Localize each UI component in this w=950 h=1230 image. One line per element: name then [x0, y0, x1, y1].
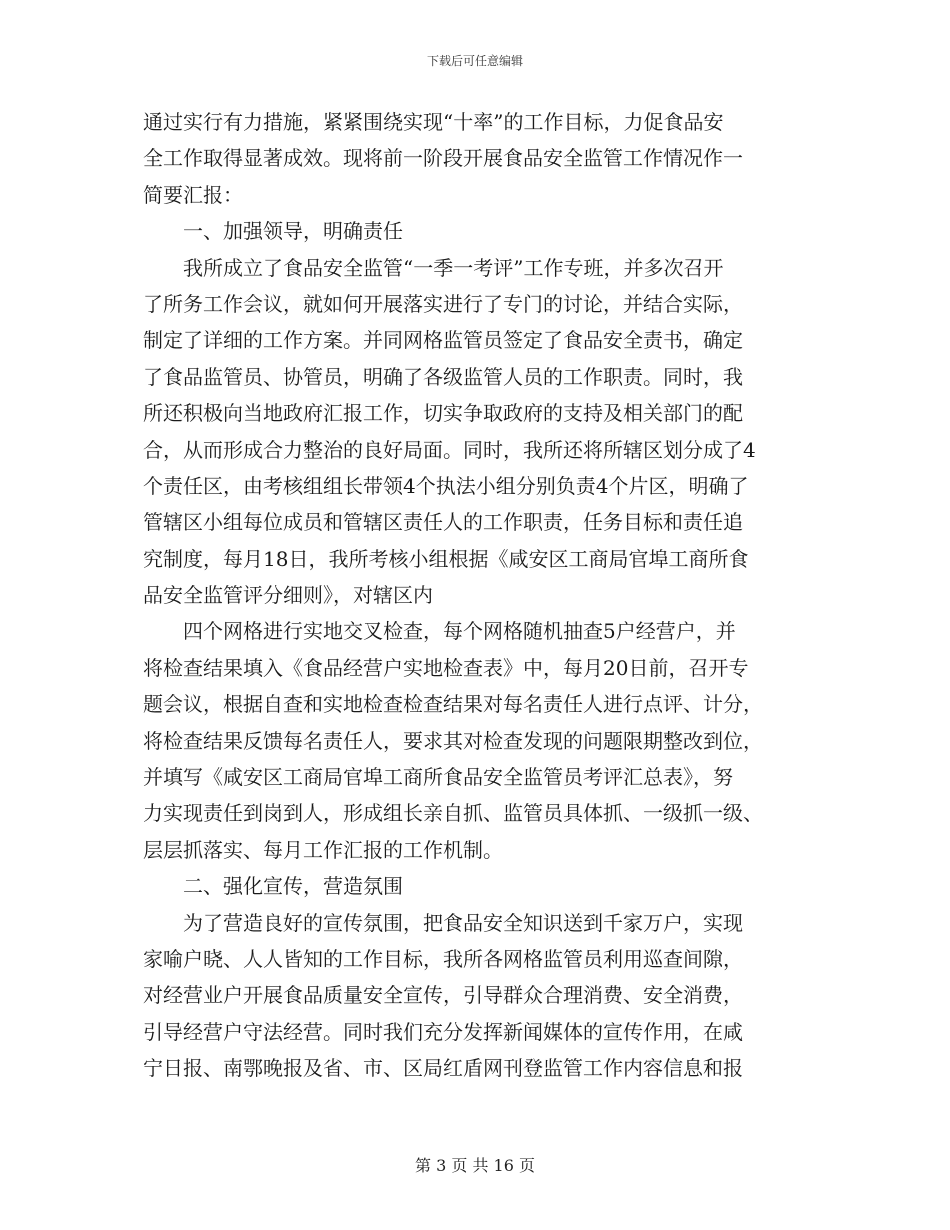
body-line: 个责任区，由考核组组长带领4个执法小组分别负责4个片区，明确了 — [143, 473, 749, 498]
body-line: 所还积极向当地政府汇报工作，切实争取政府的支持及相关部门的配 — [143, 401, 743, 426]
body-line: 将检查结果反馈每名责任人，要求其对检查发现的问题限期整改到位， — [143, 728, 763, 753]
body-line: 并填写《咸安区工商局官埠工商所食品安全监管员考评汇总表》，努 — [143, 765, 733, 790]
body-line: 究制度，每月18日，我所考核小组根据《咸安区工商局官埠工商所食 — [143, 546, 749, 571]
body-line: 引导经营户守法经营。同时我们充分发挥新闻媒体的宣传作用，在咸 — [143, 1019, 743, 1044]
page-header: 下载后可任意编辑 — [426, 54, 523, 68]
body-line: 了食品监管员、协管员，明确了各级监管人员的工作职责。同时，我 — [143, 364, 743, 389]
body-line: 管辖区小组每位成员和管辖区责任人的工作职责，任务目标和责任追 — [143, 510, 743, 535]
body-line: 为了营造良好的宣传氛围，把食品安全知识送到千家万户，实现 — [183, 910, 743, 935]
body-line: 宁日报、南鄂晚报及省、市、区局红盾网刊登监管工作内容信息和报 — [143, 1056, 743, 1081]
body-line: 四个网格进行实地交叉检查，每个网格随机抽查5户经营户，并 — [183, 619, 736, 644]
body-line: 我所成立了食品安全监管“一季一考评”工作专班，并多次召开 — [183, 255, 724, 280]
body-line: 将检查结果填入《食品经营户实地检查表》中，每月20日前，召开专 — [143, 655, 749, 680]
body-line: 全工作取得显著成效。现将前一阶段开展食品安全监管工作情况作一 — [143, 146, 743, 171]
body-line: 了所务工作会议，就如何开展落实进行了专门的讨论，并结合实际， — [143, 291, 743, 316]
body-line: 品安全监管评分细则》，对辖区内 — [143, 583, 433, 608]
body-line: 合，从而形成合力整治的良好局面。同时，我所还将所辖区划分成了4 — [143, 437, 756, 462]
body-line: 简要汇报： — [143, 182, 243, 207]
body-line: 题会议，根据自查和实地检查检查结果对每名责任人进行点评、计分， — [143, 692, 763, 717]
body-line: 力实现责任到岗到人，形成组长亲自抓、监管员具体抓、一级抓一级、 — [143, 801, 763, 826]
body-line: 层层抓落实、每月工作汇报的工作机制。 — [143, 837, 503, 862]
page-footer: 第 3 页 共 16 页 — [415, 1156, 535, 1175]
section-heading: 一、加强领导，明确责任 — [183, 219, 403, 244]
body-line: 制定了详细的工作方案。并同网格监管员签定了食品安全责书，确定 — [143, 328, 743, 353]
body-line: 家喻户晓、人人皆知的工作目标，我所各网格监管员利用巡查间隙， — [143, 946, 743, 971]
body-line: 通过实行有力措施，紧紧围绕实现“十率”的工作目标，力促食品安 — [143, 110, 724, 134]
document-body — [143, 104, 807, 1087]
body-line: 对经营业户开展食品质量安全宣传，引导群众合理消费、安全消费， — [143, 983, 743, 1008]
section-heading: 二、强化宣传，营造氛围 — [183, 874, 403, 899]
